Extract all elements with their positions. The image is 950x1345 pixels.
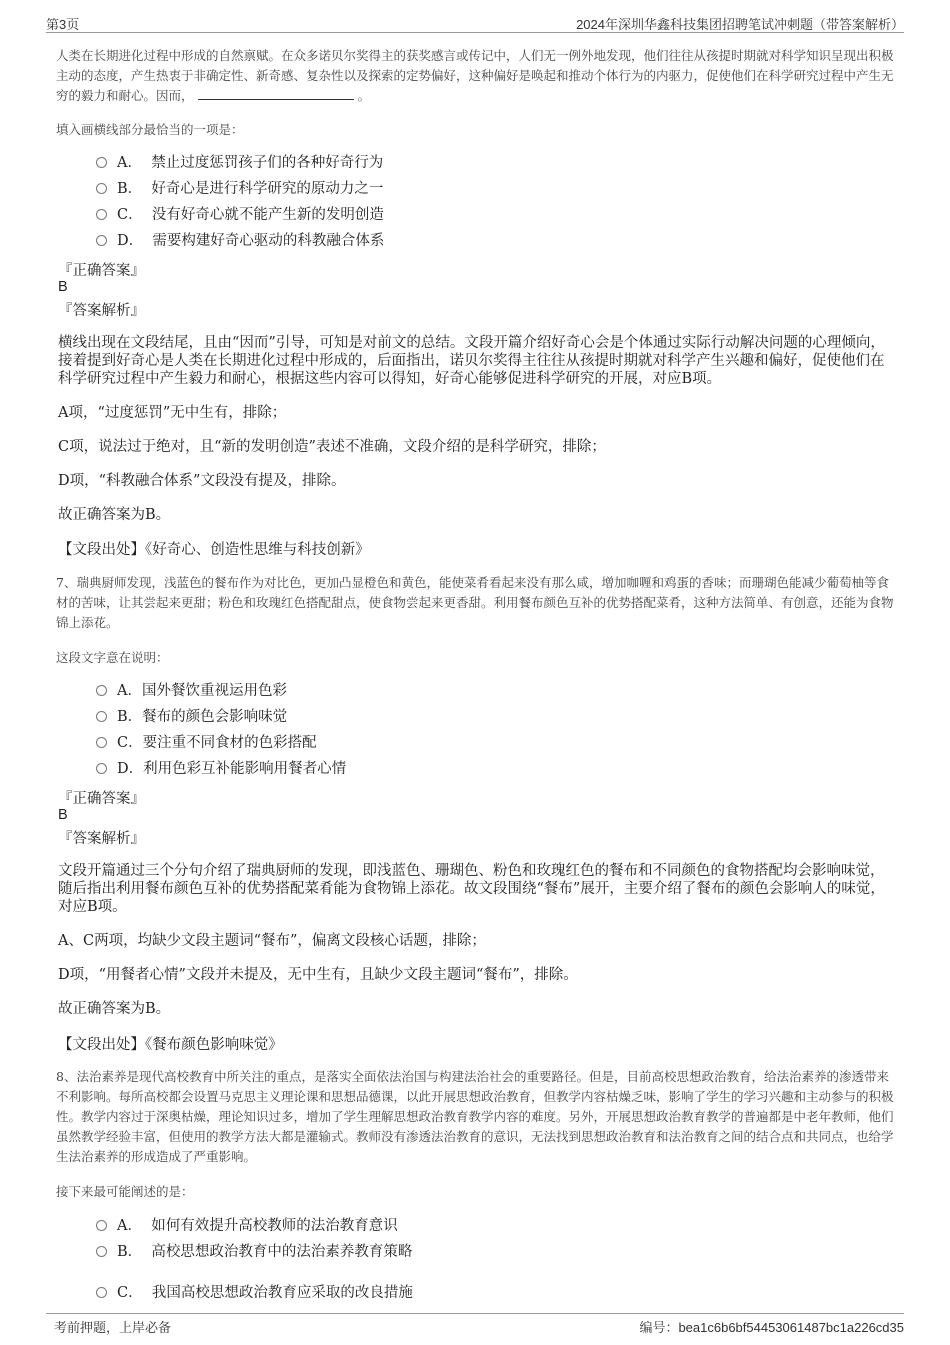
q6-option-b[interactable] (96, 179, 383, 199)
q7-analysis-ac: A、C两项，均缺少文段主题词“餐布”，偏离文段核心话题，排除； (58, 933, 486, 949)
q6-passage (56, 46, 896, 106)
q6-analysis-a: A项，“过度惩罚”无中生有，排除； (58, 405, 287, 421)
q6-answer-label: 『正确答案』 (58, 263, 145, 279)
option-text: 需要构建好奇心驱动的科教融合体系 (152, 233, 385, 249)
radio-icon[interactable] (96, 737, 107, 748)
q6-option-a[interactable] (96, 153, 383, 173)
radio-icon[interactable] (96, 1246, 107, 1257)
document-id: 编号：bea1c6b6bf54453061487bc1a226cd35 (639, 1320, 904, 1335)
fill-blank-line (198, 87, 354, 100)
q7-option-a[interactable] (96, 681, 287, 701)
radio-icon[interactable] (96, 183, 107, 194)
q6-passage-end: 。 (357, 88, 371, 103)
page-header (46, 12, 904, 33)
q7-analysis-label: 『答案解析』 (58, 831, 145, 847)
page-number: 第3页 (46, 17, 80, 32)
q7-answer: B (58, 807, 68, 823)
q8-passage-text: 8、法治素养是现代高校教育中所关注的重点，是落实全面依法治国与构建法治社会的重要路径。但是，目前高校思想政治教育，给法治素养的渗透带来不利影响。每所高校都会设置马克思主义理论课和思想品德课，以此开展思想政治教育，但教学内容枯燥乏味，影响了学生的学习兴趣和主动参与的积极性。教学内容过于深奥枯燥，理论知识过多，增加了学生理解思想政治教育教学内容的难度。另外，开展思想政治教育教学的普遍都是中老年教师，他们虽然教学经验丰富，但使用的教学方法大都是灌输式。教师没有渗透法治教育的意识，无法找到思想政治教育和法治教育之间的结合点和共同点，也给学生法治素养的形成造成了严重影响。 (56, 1069, 894, 1164)
option-letter: C． (117, 735, 143, 751)
option-text: 没有好奇心就不能产生新的发明创造 (151, 207, 384, 223)
q7-passage-text: 7、瑞典厨师发现，浅蓝色的餐布作为对比色，更加凸显橙色和黄色，能使菜肴看起来没有那么咸，增加咖喱和鸡蛋的香味；而珊瑚色能减少葡萄柚等食材的苦味，让其尝起来更甜；粉色和玫瑰红色搭配甜点，使食物尝起来更香甜。利用餐布颜色互补的优势搭配菜肴，这种方法简单、有创意，还能为食物锦上添花。 (56, 575, 894, 630)
q7-passage (56, 573, 896, 633)
q6-answer: B (58, 279, 68, 295)
option-letter: A． (117, 683, 142, 699)
radio-icon[interactable] (96, 763, 107, 774)
q7-analysis-conclusion: 故正确答案为B。 (58, 1001, 171, 1017)
q7-option-b[interactable] (96, 707, 287, 727)
q6-analysis-main: 横线出现在文段结尾，且由“因而”引导，可知是对前文的总结。文段开篇介绍好奇心会是个体通过实际行动解决问题的心理倾向，接着提到好奇心是人类在长期进化过程中形成的，后面指出，诺贝尔奖得主往往从孩提时期就对科学产生兴趣和偏好，促使他们在科学研究过程中产生毅力和耐心，根据这些内容可以得知，好奇心能够促进科学研究的开展，对应B项。 (58, 335, 885, 387)
q6-option-d[interactable] (96, 231, 384, 251)
footer-slogan: 考前押题，上岸必备 (54, 1320, 172, 1335)
q6-analysis-label: 『答案解析』 (58, 303, 145, 319)
option-text: 禁止过度惩罚孩子们的各种好奇行为 (151, 155, 384, 171)
option-text: 利用色彩互补能影响用餐者心情 (143, 761, 347, 777)
option-letter: D． (117, 233, 144, 249)
q6-source: 【文段出处】《好奇心、创造性思维与科技创新》 (58, 542, 370, 558)
page-footer (46, 1313, 904, 1338)
q6-analysis-conclusion: 故正确答案为B。 (58, 507, 171, 523)
radio-icon[interactable] (96, 235, 107, 246)
option-text: 国外餐饮重视运用色彩 (141, 683, 287, 699)
q8-option-c[interactable] (96, 1283, 413, 1303)
q8-prompt-text: 接下来最可能阐述的是： (56, 1184, 194, 1199)
radio-icon[interactable] (96, 209, 107, 220)
radio-icon[interactable] (96, 1287, 107, 1298)
option-letter: A． (117, 1218, 142, 1234)
q7-analysis-main: 文段开篇通过三个分句介绍了瑞典厨师的发现，即浅蓝色、珊瑚色、粉色和玫瑰红色的餐布和不同颜色的食物搭配均会影响味觉，随后指出利用餐布颜色互补的优势搭配菜肴能为食物锦上添花。故文段围绕“餐布”展开，主要介绍了餐布的颜色会影响人的味觉，对应B项。 (58, 863, 885, 915)
option-letter: A． (117, 155, 142, 171)
q8-option-a[interactable] (96, 1216, 398, 1236)
option-letter: B． (117, 1244, 143, 1260)
radio-icon[interactable] (96, 1220, 107, 1231)
q6-passage-text: 人类在长期进化过程中形成的自然禀赋。在众多诺贝尔奖得主的获奖感言或传记中，人们无一例外地发现，他们往往从孩提时期就对科学知识呈现出积极主动的态度，产生热衷于非确定性、新奇感、复杂性以及探索的定势偏好，这种偏好是唤起和推动个体行为的内驱力，促使他们在科学研究过程中产生无穷的毅力和耐心。因而， (56, 48, 894, 103)
radio-icon[interactable] (96, 711, 107, 722)
q7-answer-label: 『正确答案』 (58, 791, 145, 807)
option-text: 我国高校思想政治教育应采取的改良措施 (151, 1285, 413, 1301)
q8-option-b[interactable] (96, 1242, 412, 1262)
q7-option-c[interactable] (96, 733, 317, 753)
option-text: 餐布的颜色会影响味觉 (142, 709, 288, 725)
q6-analysis-c: C项，说法过于绝对，且“新的发明创造”表述不准确，文段介绍的是科学研究，排除； (58, 439, 606, 455)
q6-prompt-text: 填入画横线部分最恰当的一项是： (56, 122, 244, 137)
q6-analysis-d: D项，“科教融合体系”文段没有提及，排除。 (58, 473, 346, 489)
option-text: 好奇心是进行科学研究的原动力之一 (151, 181, 384, 197)
option-letter: C． (117, 1285, 143, 1301)
option-letter: B． (117, 709, 143, 725)
option-text: 高校思想政治教育中的法治素养教育策略 (151, 1244, 413, 1260)
q7-option-d[interactable] (96, 759, 346, 779)
q7-analysis-d: D项，“用餐者心情”文段并未提及，无中生有，且缺少文段主题词“餐布”，排除。 (58, 967, 578, 983)
q7-prompt (56, 648, 896, 668)
q6-option-c[interactable] (96, 205, 384, 225)
q8-prompt (56, 1182, 896, 1202)
q7-source: 【文段出处】《餐布颜色影响味觉》 (58, 1037, 283, 1053)
q8-passage (56, 1067, 896, 1167)
radio-icon[interactable] (96, 157, 107, 168)
option-letter: B． (117, 181, 143, 197)
option-letter: D． (117, 761, 144, 777)
q7-prompt-text: 这段文字意在说明： (56, 650, 169, 665)
radio-icon[interactable] (96, 685, 107, 696)
document-title: 2024年深圳华鑫科技集团招聘笔试冲刺题（带答案解析） (576, 17, 904, 32)
q6-prompt (56, 120, 896, 140)
option-text: 如何有效提升高校教师的法治教育意识 (151, 1218, 398, 1234)
option-text: 要注重不同食材的色彩搭配 (142, 735, 317, 751)
option-letter: C． (117, 207, 143, 223)
